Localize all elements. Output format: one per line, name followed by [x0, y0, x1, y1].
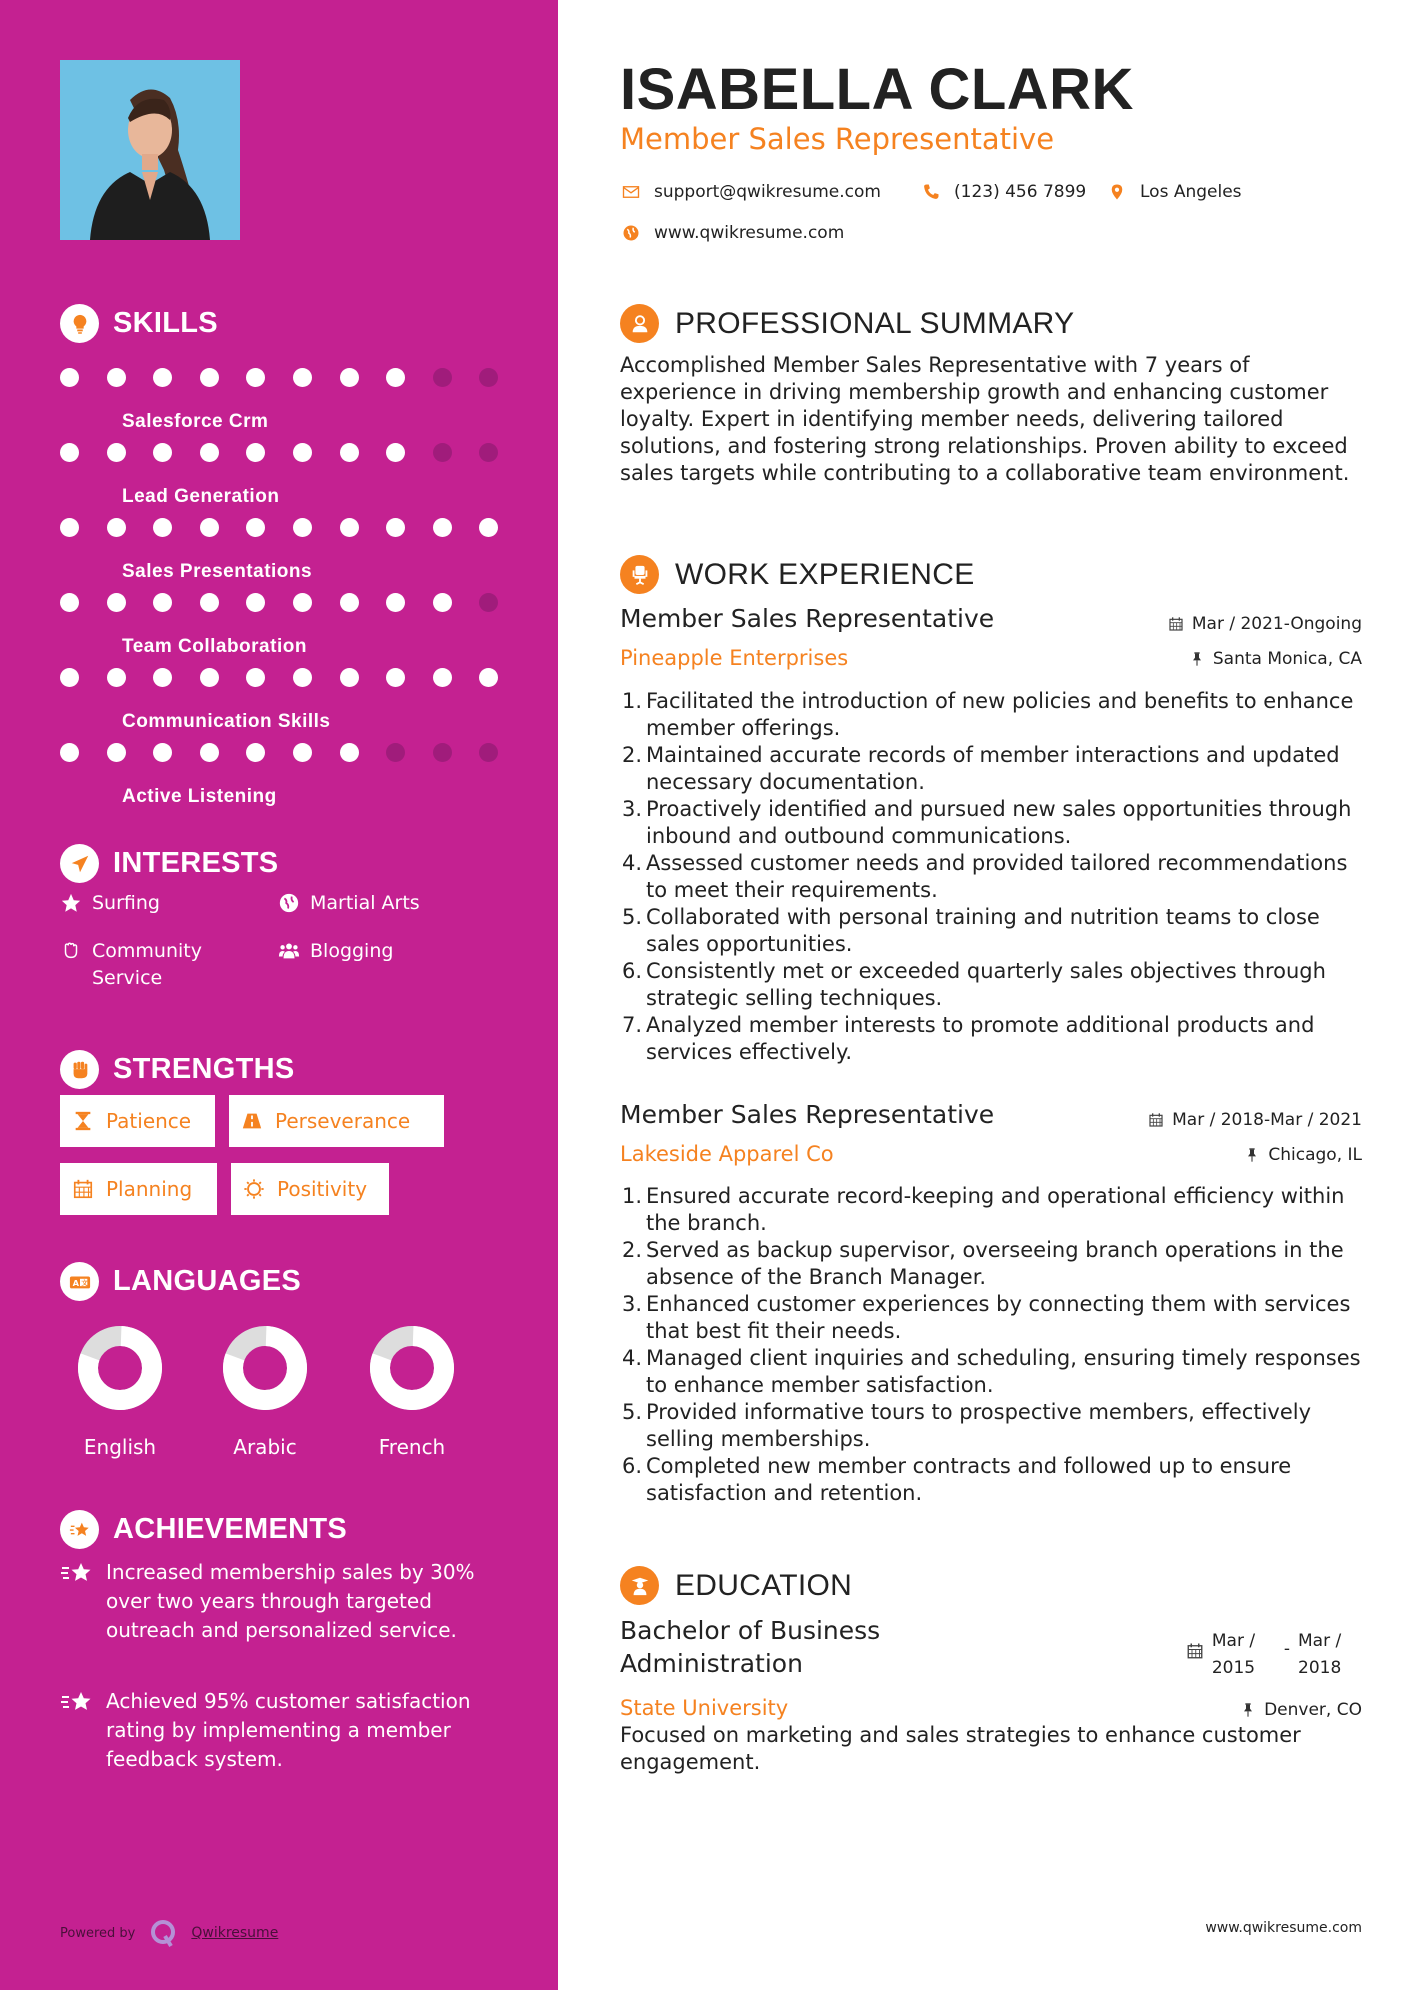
- skills-section-title: SKILLS: [60, 304, 218, 343]
- language-item: English: [65, 1325, 175, 1459]
- duty-text: Consistently met or exceeded quarterly sales objectives through strategic selling techniques.: [646, 959, 1326, 1010]
- rating-dot-filled: [293, 668, 312, 687]
- rating-dot-empty: [479, 368, 498, 387]
- duty-number: 6.: [621, 1454, 642, 1478]
- users-icon: [278, 940, 300, 962]
- rating-dot-empty: [479, 743, 498, 762]
- duty-item: [620, 1399, 1370, 1453]
- duty-number: 1.: [621, 1184, 642, 1208]
- skill-name: Team Collaboration: [122, 636, 307, 657]
- duty-number: 1.: [621, 689, 642, 713]
- job-dates: Mar / 2018-Mar / 2021: [1148, 1110, 1362, 1130]
- skill-item: [60, 354, 520, 432]
- star-icon: [60, 892, 82, 914]
- duty-item: [620, 1012, 1370, 1066]
- rating-dot-filled: [107, 443, 126, 462]
- rating-dot-filled: [433, 518, 452, 537]
- qwikresume-logo-icon: [149, 1918, 177, 1948]
- skill-item: [60, 504, 520, 582]
- rating-dot-empty: [433, 743, 452, 762]
- chair-icon: [620, 555, 659, 594]
- rating-dot-filled: [293, 518, 312, 537]
- duty-item: [620, 742, 1370, 796]
- job-title: Member Sales Representative: [620, 1100, 995, 1129]
- rating-dot-filled: [200, 668, 219, 687]
- rating-dot-filled: [153, 518, 172, 537]
- duty-text: Facilitated the introduction of new policies and benefits to enhance member offerings.: [646, 689, 1354, 740]
- duty-number: 4.: [621, 1346, 642, 1370]
- rating-dot-filled: [200, 518, 219, 537]
- rating-dot-filled: [107, 593, 126, 612]
- duty-item: [620, 1345, 1370, 1399]
- rating-dot-filled: [200, 443, 219, 462]
- rating-dot-filled: [246, 743, 265, 762]
- job-company: Pineapple Enterprises: [620, 646, 849, 670]
- skill-item: [60, 429, 520, 507]
- duty-text: Ensured accurate record-keeping and operational efficiency within the branch.: [646, 1184, 1345, 1235]
- rating-dot-filled: [386, 593, 405, 612]
- skill-name: Salesforce Crm: [122, 411, 269, 432]
- education-location: Denver, CO: [1240, 1700, 1362, 1720]
- duty-number: 3.: [621, 797, 642, 821]
- skill-name: Active Listening: [122, 786, 277, 807]
- job-company: Lakeside Apparel Co: [620, 1142, 834, 1166]
- rating-dot-filled: [60, 518, 79, 537]
- phone-icon: [922, 183, 940, 201]
- education-dates: Mar / 2015 - Mar / 2018: [1186, 1628, 1362, 1682]
- rating-dot-empty: [479, 593, 498, 612]
- duty-number: 4.: [621, 851, 642, 875]
- rating-dot-filled: [246, 668, 265, 687]
- map-pin-icon: [1108, 183, 1126, 201]
- rating-dot-filled: [340, 518, 359, 537]
- rating-dot-filled: [340, 368, 359, 387]
- achievements-section-title: ACHIEVEMENTS: [60, 1510, 347, 1549]
- rating-dot-filled: [293, 443, 312, 462]
- strength-badge: Positivity: [231, 1163, 389, 1215]
- sidebar: [0, 0, 558, 1990]
- school-name: State University: [620, 1696, 789, 1720]
- duty-item: [620, 958, 1370, 1012]
- contact-location: Los Angeles: [1108, 182, 1242, 202]
- skill-rating: [60, 443, 520, 463]
- language-donut-chart: [369, 1325, 455, 1411]
- job-title: Member Sales Representative: [620, 604, 995, 633]
- duty-text: Assessed customer needs and provided tailored recommendations to meet their requirements.: [646, 851, 1348, 902]
- duty-number: 5.: [621, 1400, 642, 1424]
- education-section-title: EDUCATION: [620, 1566, 852, 1605]
- rating-dot-filled: [107, 518, 126, 537]
- duty-number: 2.: [621, 1238, 642, 1262]
- rating-dot-filled: [153, 593, 172, 612]
- road-icon: [241, 1110, 263, 1132]
- duty-text: Analyzed member interests to promote additional products and services effectively.: [646, 1013, 1315, 1064]
- skill-rating: [60, 743, 520, 763]
- rating-dot-empty: [386, 743, 405, 762]
- rating-dot-filled: [340, 668, 359, 687]
- portrait-illustration: [60, 60, 240, 240]
- rating-dot-filled: [293, 593, 312, 612]
- main-content: [558, 0, 1407, 1990]
- duty-text: Served as backup supervisor, overseeing branch operations in the absence of the Branch Manager.: [646, 1238, 1344, 1289]
- paper-plane-icon: [60, 844, 99, 883]
- rating-dot-filled: [107, 668, 126, 687]
- rating-dot-empty: [433, 443, 452, 462]
- duty-text: Completed new member contracts and followed up to ensure satisfaction and retention.: [646, 1454, 1292, 1505]
- rating-dot-filled: [107, 368, 126, 387]
- strengths-section-title: STRENGTHS: [60, 1050, 295, 1089]
- achievement-item: Achieved 95% customer satisfaction rating by implementing a member feedback system.: [60, 1687, 480, 1774]
- pushpin-icon: [1240, 1702, 1256, 1718]
- pushpin-icon: [1189, 651, 1205, 667]
- rating-dot-filled: [107, 743, 126, 762]
- contact-website: www.qwikresume.com: [622, 223, 844, 243]
- interests-section-title: INTERESTS: [60, 844, 278, 883]
- skill-item: [60, 654, 520, 732]
- skill-rating: [60, 518, 520, 538]
- duty-item: [620, 850, 1370, 904]
- calendar-icon: [1186, 1642, 1204, 1660]
- skill-rating: [60, 593, 520, 613]
- envelope-icon: [622, 183, 640, 201]
- rating-dot-filled: [246, 593, 265, 612]
- rating-dot-filled: [386, 368, 405, 387]
- skill-name: Lead Generation: [122, 486, 280, 507]
- summary-text: Accomplished Member Sales Representative with 7 years of experience in driving membership growth and enhancing customer loyalty. Expert in identifying member needs, delivering tailored solutions, and fostering strong relationships. Proven ability to exceed sales targets while contributing to a collaborative team environment.: [620, 353, 1350, 485]
- graduate-icon: [620, 1566, 659, 1605]
- rating-dot-filled: [200, 593, 219, 612]
- experience-section-title: WORK EXPERIENCE: [620, 555, 975, 594]
- lightbulb-icon: [60, 304, 99, 343]
- rating-dot-filled: [340, 443, 359, 462]
- degree-title: Bachelor of Business Administration: [620, 1616, 881, 1678]
- duty-number: 3.: [621, 1292, 642, 1316]
- rating-dot-filled: [153, 368, 172, 387]
- rating-dot-filled: [60, 743, 79, 762]
- rating-dot-filled: [433, 668, 452, 687]
- sun-icon: [243, 1178, 265, 1200]
- rating-dot-filled: [479, 518, 498, 537]
- duty-number: 7.: [621, 1013, 642, 1037]
- skill-rating: [60, 368, 520, 388]
- skill-item: [60, 729, 520, 807]
- globe-icon: [622, 224, 640, 242]
- job-location: Santa Monica, CA: [1189, 649, 1362, 669]
- qwikresume-link[interactable]: Qwikresume: [191, 1925, 279, 1941]
- globe-icon: [278, 892, 300, 914]
- rating-dot-filled: [60, 443, 79, 462]
- duty-item: [620, 1183, 1370, 1237]
- duty-text: Managed client inquiries and scheduling, ensuring timely responses to enhance member satisfaction.: [646, 1346, 1361, 1397]
- language-donut-chart: [77, 1325, 163, 1411]
- job-duties: [620, 1183, 1370, 1507]
- strength-badge: Perseverance: [229, 1095, 444, 1147]
- skill-name: Sales Presentations: [122, 561, 313, 582]
- duty-text: Collaborated with personal training and nutrition teams to close sales opportunities.: [646, 905, 1320, 956]
- rating-dot-empty: [433, 368, 452, 387]
- candidate-name: ISABELLA CLARK: [620, 57, 1134, 122]
- duty-text: Provided informative tours to prospective members, effectively selling memberships.: [646, 1400, 1312, 1451]
- date-separator: -: [1283, 1639, 1290, 1659]
- language-item: French: [357, 1325, 467, 1459]
- languages-section-title: A 文 LANGUAGES: [60, 1262, 301, 1301]
- rating-dot-filled: [60, 368, 79, 387]
- calendar-icon: [1148, 1112, 1164, 1128]
- job-location: Chicago, IL: [1244, 1145, 1362, 1165]
- footer-website-link[interactable]: www.qwikresume.com: [1205, 1920, 1362, 1936]
- rating-dot-filled: [153, 668, 172, 687]
- duty-item: [620, 796, 1370, 850]
- rating-dot-filled: [386, 668, 405, 687]
- rating-dot-filled: [433, 593, 452, 612]
- interest-item: Martial Arts: [278, 890, 420, 917]
- svg-text:A: A: [72, 1277, 79, 1288]
- rating-dot-filled: [246, 443, 265, 462]
- fist-icon: [60, 1050, 99, 1089]
- shooting-star-icon: [60, 1689, 94, 1717]
- duty-number: 6.: [621, 959, 642, 983]
- shooting-star-icon: [60, 1560, 94, 1588]
- candidate-role: Member Sales Representative: [620, 122, 1055, 156]
- skill-name: Communication Skills: [122, 711, 331, 732]
- rating-dot-filled: [246, 518, 265, 537]
- rating-dot-filled: [340, 593, 359, 612]
- skill-item: [60, 579, 520, 657]
- interest-item: Surfing: [60, 890, 160, 917]
- contact-phone: (123) 456 7899: [922, 182, 1086, 202]
- duty-item: [620, 688, 1370, 742]
- education-description: Focused on marketing and sales strategies to enhance customer engagement.: [620, 1723, 1301, 1774]
- summary-section-title: PROFESSIONAL SUMMARY: [620, 304, 1074, 343]
- duty-text: Maintained accurate records of member interactions and updated necessary documentation.: [646, 743, 1340, 794]
- rating-dot-filled: [200, 743, 219, 762]
- duty-item: [620, 1291, 1370, 1345]
- skill-rating: [60, 668, 520, 688]
- duty-item: [620, 1237, 1370, 1291]
- rating-dot-filled: [153, 743, 172, 762]
- rating-dot-filled: [200, 368, 219, 387]
- rating-dot-filled: [293, 743, 312, 762]
- rating-dot-filled: [153, 443, 172, 462]
- language-donut-chart: [222, 1325, 308, 1411]
- rating-dot-filled: [386, 443, 405, 462]
- rating-dot-filled: [479, 668, 498, 687]
- duty-item: [620, 1453, 1370, 1507]
- duty-text: Enhanced customer experiences by connecting them with services that best fit their needs.: [646, 1292, 1351, 1343]
- svg-text:文: 文: [80, 1278, 88, 1287]
- profile-photo: [60, 60, 240, 240]
- strength-badge: Planning: [60, 1163, 217, 1215]
- job-duties: [620, 688, 1370, 1066]
- rating-dot-filled: [386, 518, 405, 537]
- achievement-item: Increased membership sales by 30% over two years through targeted outreach and personalized service.: [60, 1558, 480, 1645]
- user-icon: [620, 304, 659, 343]
- hand-icon: [60, 940, 82, 962]
- rating-dot-filled: [246, 368, 265, 387]
- rating-dot-filled: [293, 368, 312, 387]
- contact-email: support@qwikresume.com: [622, 182, 881, 202]
- language-item: Arabic: [210, 1325, 320, 1459]
- duty-text: Proactively identified and pursued new sales opportunities through inbound and outbound communications.: [646, 797, 1352, 848]
- strength-badge: Patience: [60, 1095, 215, 1147]
- calendar-icon: [72, 1178, 94, 1200]
- duty-number: 2.: [621, 743, 642, 767]
- interest-item: Blogging: [278, 938, 393, 965]
- rating-dot-filled: [340, 743, 359, 762]
- rating-dot-filled: [60, 593, 79, 612]
- pushpin-icon: [1244, 1147, 1260, 1163]
- rating-dot-empty: [479, 443, 498, 462]
- powered-by: Powered by Qwikresume: [60, 1918, 278, 1948]
- hourglass-icon: [72, 1110, 94, 1132]
- rating-dot-filled: [60, 668, 79, 687]
- duty-number: 5.: [621, 905, 642, 929]
- interest-item: Community Service: [60, 938, 260, 992]
- shooting-star-icon: [60, 1510, 99, 1549]
- duty-item: [620, 904, 1370, 958]
- calendar-icon: [1168, 616, 1184, 632]
- language-icon: [60, 1262, 99, 1301]
- job-dates: Mar / 2021-Ongoing: [1168, 614, 1362, 634]
